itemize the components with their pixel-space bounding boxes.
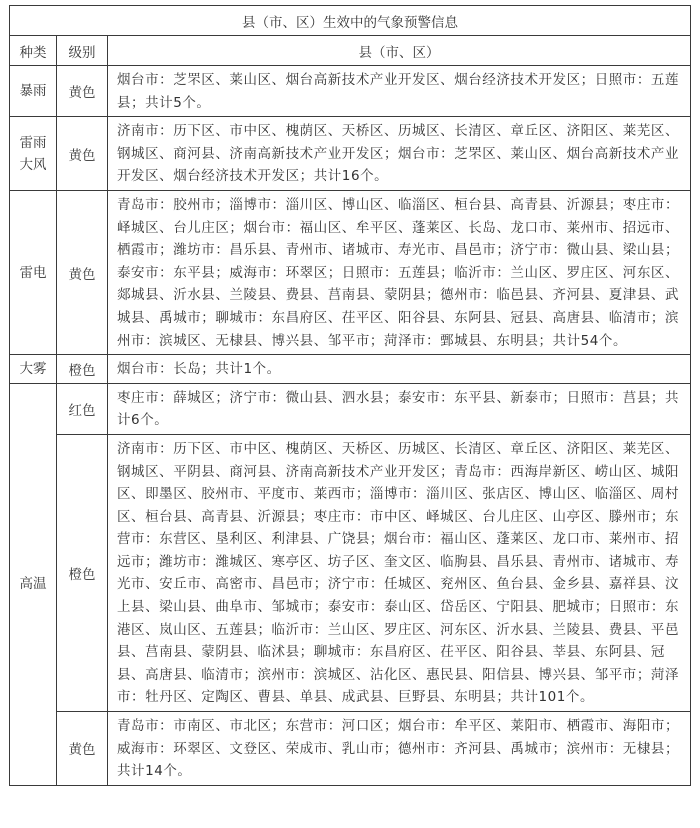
warning-level: 橙色 [57,434,108,711]
warning-level: 橙色 [57,355,108,384]
warning-level: 黄色 [57,190,108,354]
warning-level: 黄色 [57,66,108,117]
header-counties: 县（市、区） [108,36,691,66]
warning-type: 雷电 [10,190,57,354]
warning-counties: 济南市：历下区、市中区、槐荫区、天桥区、历城区、长清区、章丘区、济阳区、莱芜区、钢城区、商河县、济南高新技术产业开发区；烟台市：芝罘区、莱山区、烟台高新技术产业开发区、烟台经济技术开发区；共计16个。 [108,117,691,191]
warning-counties: 枣庄市：薛城区；济宁市：微山县、泗水县；泰安市：东平县、新泰市；日照市：莒县；共计6个。 [108,383,691,434]
warning-table [9,5,691,786]
header-row [10,36,691,66]
warning-level: 黄色 [57,117,108,191]
table-row [10,383,691,434]
table-row [10,117,691,191]
warning-type: 高温 [10,383,57,785]
table-title: 县（市、区）生效中的气象预警信息 [10,6,691,36]
warning-type: 雷雨大风 [10,117,57,191]
title-row [10,6,691,36]
warning-level: 黄色 [57,712,108,786]
warning-counties: 济南市：历下区、市中区、槐荫区、天桥区、历城区、长清区、章丘区、济阳区、莱芜区、钢城区、平阴县、商河县、济南高新技术产业开发区；青岛市：西海岸新区、崂山区、城阳区、即墨区、胶州市、平度市、莱西市；淄博市：淄川区、张店区、博山区、临淄区、周村区、桓台县、高青县、沂源县；枣庄市：市中区、峄城区、台儿庄区、山亭区、滕州市；东营市：东营区、垦利区、利津县、广饶县；烟台市：福山区、蓬莱区、龙口市、莱州市、招远市；潍坊市：潍城区、寒亭区、坊子区、奎文区、临朐县、昌乐县、青州市、诸城市、寿光市、安丘市、高密市、昌邑市；济宁市：任城区、兖州区、鱼台县、金乡县、嘉祥县、汶上县、梁山县、曲阜市、邹城市；泰安市：泰山区、岱岳区、宁阳县、肥城市；日照市：东港区、岚山区、五莲县；临沂市：兰山区、罗庄区、河东区、沂水县、兰陵县、费县、平邑县、莒南县、蒙阴县、临沭县；聊城市：东昌府区、茌平区、阳谷县、莘县、东阿县、冠县、高唐县、临清市；滨州市：滨城区、沾化区、惠民县、阳信县、博兴县、邹平市；菏泽市：牡丹区、定陶区、曹县、单县、成武县、巨野县、东明县；共计101个。 [108,434,691,711]
warning-type: 暴雨 [10,66,57,117]
header-type: 种类 [10,36,57,66]
table-row [10,355,691,384]
warning-counties: 烟台市：芝罘区、莱山区、烟台高新技术产业开发区、烟台经济技术开发区；日照市：五莲县；共计5个。 [108,66,691,117]
table-row [10,434,691,711]
warning-type: 大雾 [10,355,57,384]
table-row [10,190,691,354]
warning-counties: 青岛市：胶州市；淄博市：淄川区、博山区、临淄区、桓台县、高青县、沂源县；枣庄市：峄城区、台儿庄区；烟台市：福山区、牟平区、蓬莱区、长岛、龙口市、莱州市、招远市、栖霞市；潍坊市：昌乐县、青州市、诸城市、寿光市、昌邑市；济宁市：微山县、梁山县；泰安市：东平县；威海市：环翠区；日照市：五莲县；临沂市：兰山区、罗庄区、河东区、郯城县、沂水县、兰陵县、费县、莒南县、蒙阴县；德州市：临邑县、齐河县、夏津县、武城县、禹城市；聊城市：东昌府区、茌平区、阳谷县、东阿县、冠县、高唐县、临清市；滨州市：滨城区、无棣县、博兴县、邹平市；菏泽市：鄄城县、东明县；共计54个。 [108,190,691,354]
table-row [10,66,691,117]
warning-level: 红色 [57,383,108,434]
warning-counties: 青岛市：市南区、市北区；东营市：河口区；烟台市：牟平区、莱阳市、栖霞市、海阳市；威海市：环翠区、文登区、荣成市、乳山市；德州市：齐河县、禹城市；滨州市：无棣县；共计14个。 [108,712,691,786]
warning-table-container [9,5,690,786]
warning-counties: 烟台市：长岛；共计1个。 [108,355,691,384]
header-level: 级别 [57,36,108,66]
table-row [10,712,691,786]
